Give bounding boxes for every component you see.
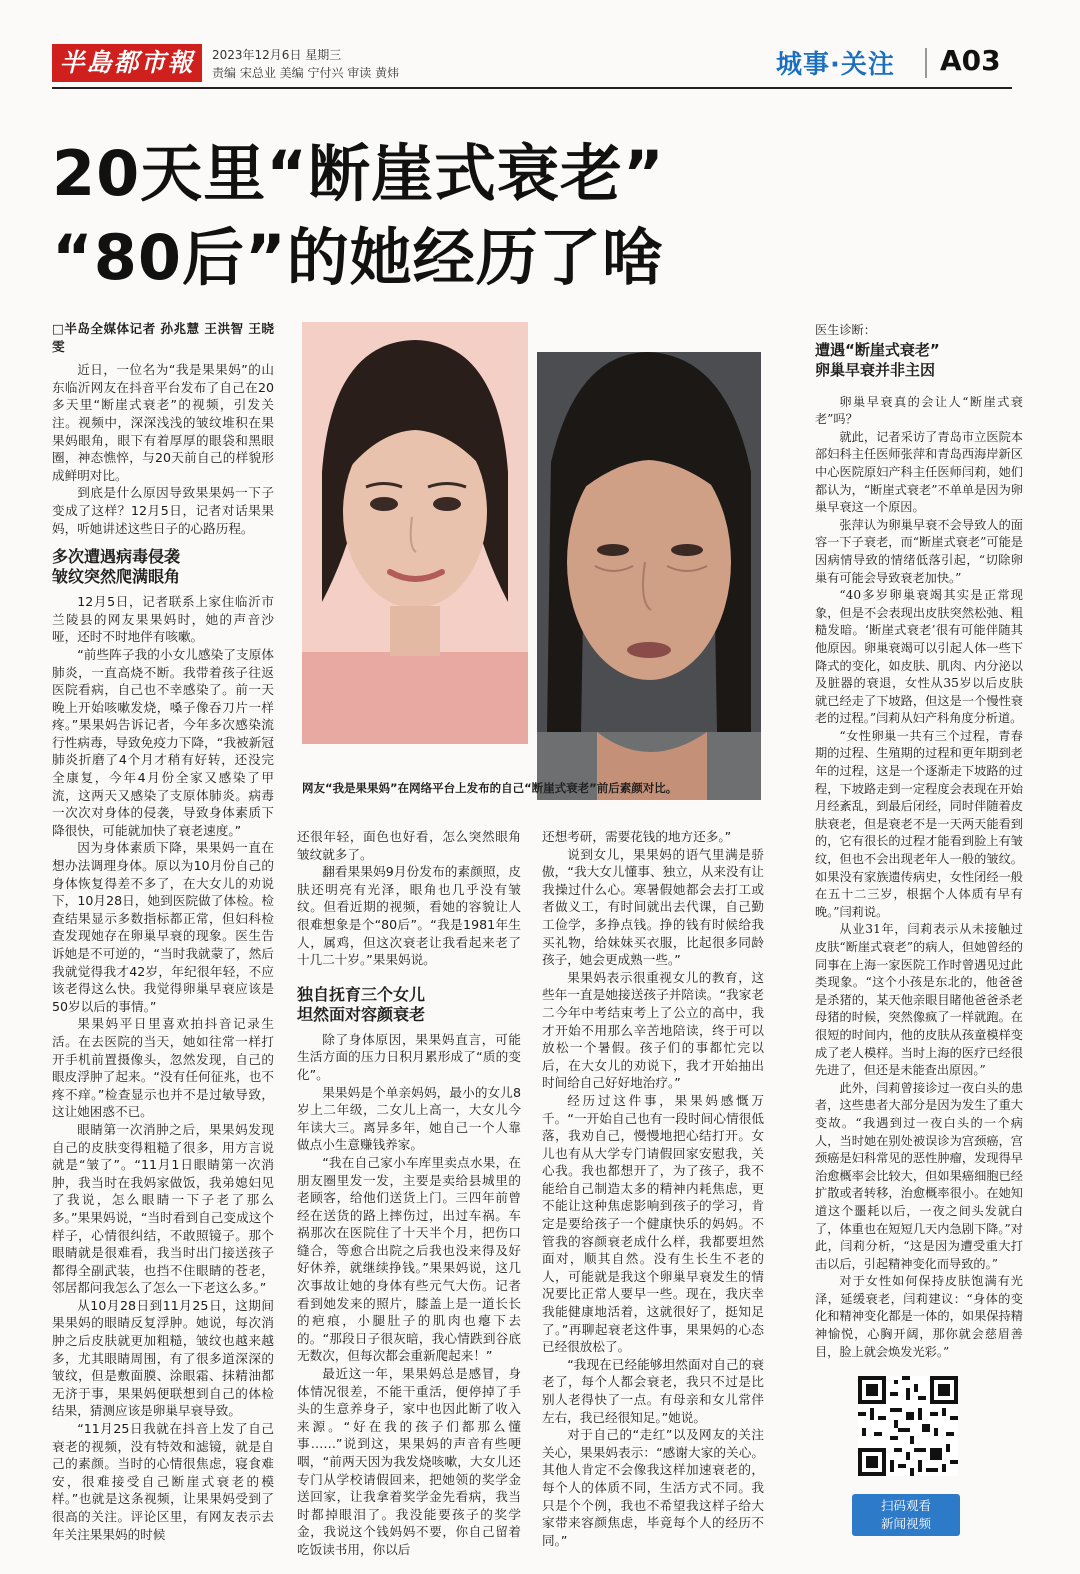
subheading-line: 多次遭遇病毒侵袭	[52, 547, 181, 567]
paragraph: 从业31年，闫莉表示从未接触过皮肤“断崖式衰老”的病人，但她曾经的同事在上海一家医院工作时曾遇见过此类现象。“这个小孩是东北的，他爸爸是杀猪的，某天他亲眼目睹他爸爸杀老母猪的时候，突然像疯了一样就跑。在很短的时间内，他的皮肤从孩童模样变成了老人模样。当时上海的医疗已经很先进了，但还是未能查出原因。”	[815, 922, 1023, 1078]
doctor-diagnosis-label: 医生诊断：	[815, 323, 876, 337]
subheading-line: 卵巢早衰并非主因	[815, 360, 936, 379]
after-face-illustration	[537, 352, 761, 800]
paragraph: 经历过这件事，果果妈感慨万千。“一开始自己也有一段时间心情很低落，我劝自己，慢慢地把心结打开。女儿也有从大学专门请假回家安慰我，关心我。我也都想开了，为了孩子，我不能给自己制造太多的精神内耗焦虑，更不能让这种焦虑影响到孩子的学习，肯定是要给孩子一个健康快乐的妈妈。不管我的容颜衰老成什么样，我都要坦然面对，顺其自然。没有生长生不老的人，可能就是我这个卵巢早衰发生的情况要比正常人要早一些。现在，我庆幸我能健康地活着，这就很好了，挺知足了。”再聊起衰老这件事，果果妈的心态已经很放松了。	[542, 1092, 764, 1355]
photo-caption: 网友“我是果果妈”在网络平台上发布的自己“断崖式衰老”前后素颜对比。	[302, 781, 678, 795]
paragraph: 到底是什么原因导致果果妈一下子变成了这样？12月5日，记者对话果果妈，听她讲述这些日子的心路历程。	[52, 485, 274, 536]
paragraph: 翻看果果妈9月份发布的素颜照，皮肤还明亮有光泽，眼角也几乎没有皱纹。但看近期的视频，看她的容貌让人很难想象是个“80后”。“我是1981年生人，属鸡，但这次衰老让我看起来老了十几二十岁。”果果妈说。	[297, 864, 521, 968]
paragraph: 还很年轻，面色也好看，怎么突然眼角皱纹就多了。	[297, 829, 521, 862]
section-separator	[925, 48, 927, 78]
issue-date: 2023年12月6日 星期三	[212, 48, 342, 62]
editor-credits: 责编 宋总业 美编 宁付兴 审读 黄炜	[212, 66, 400, 80]
paragraph: 张萍认为卵巢早衰不会导致人的面容一下子衰老，而“断崖式衰老”可能是因病情导致的情绪低落引起，“切除卵巢有可能会导致衰老加快。”	[815, 517, 1023, 585]
subheading-3	[815, 340, 1023, 380]
article-column-4	[815, 322, 1023, 1361]
before-face-illustration	[302, 322, 528, 744]
paragraph: “11月25日我就在抖音上发了自己衰老的视频，没有特效和滤镜，就是自己的素颜。当时的心情很焦虑，寝食难安，很难接受自己断崖式衰老的模样。”也就是这条视频，让果果妈受到了很高的关注。评论区里，有网友表示去年关注果果妈的时候	[52, 1421, 274, 1542]
paragraph: 果果妈平日里喜欢拍抖音记录生活。在去医院的当天，她如往常一样打开手机前置摄像头，忽然发现，自己的眼皮浮肿了起来。“没有任何征兆，也不疼不痒。”检查显示也并不是过敏导致，这让她困惑不已。	[52, 1016, 274, 1120]
subheading-line: 独自抚育三个女儿	[297, 984, 426, 1004]
headline-line-2: “80后”的她经历了啥	[52, 221, 665, 294]
paragraph: 此外，闫莉曾接诊过一夜白头的患者，这些患者大部分是因为发生了重大变故。“我遇到过一夜白头的一个病人，当时她在别处被误诊为宫颈癌，宫颈癌是妇科常见的恶性肿瘤，发现得早治愈概率会比较大，但如果癌细胞已经扩散或者转移，治愈概率很小。在她知道这个噩耗以后，一夜之间头发就白了，体重也在短短几天内急剧下降。”对此，闫莉分析，“这是因为遭受重大打击以后，引起精神变化而导致的。”	[815, 1080, 1023, 1271]
photo-comparison	[297, 322, 767, 822]
qr-scan-label[interactable]	[852, 1494, 960, 1536]
section-title: 城事·关注	[776, 50, 895, 80]
paragraph: 还想考研，需要花钱的地方还多。”	[542, 829, 732, 844]
header-rule	[52, 87, 1012, 89]
paragraph: 除了身体原因，果果妈直言，可能生活方面的压力日积月累形成了“质的变化”。	[297, 1031, 521, 1082]
headline-line-1: 20天里“断崖式衰老”	[52, 137, 665, 210]
paragraph: 果果妈是个单亲妈妈，最小的女儿8岁上二年级，二女儿上高一，大女儿今年读大三。离异多年，她自己一个人靠做点小生意赚钱养家。	[297, 1084, 521, 1153]
after-photo	[537, 352, 761, 800]
before-photo	[302, 322, 528, 744]
article-column-3	[542, 828, 764, 1549]
subheading-1	[52, 547, 274, 587]
qr-code-icon[interactable]	[858, 1376, 958, 1476]
qr-label-line: 扫码观看	[880, 1498, 931, 1513]
qr-code-pattern	[858, 1376, 958, 1476]
paragraph: 就此，记者采访了青岛市立医院本部妇科主任医师张萍和青岛西海岸新区中心医院原妇产科主任医师闫莉，她们都认为，“断崖式衰老”不单单是因为卵巢早衰这一个原因。	[815, 429, 1023, 515]
subheading-line: 皱纹突然爬满眼角	[52, 567, 181, 587]
paragraph: 从10月28日到11月25日，这期间果果妈的眼睛反复浮肿。她说，每次消肿之后皮肤就更加粗糙，皱纹也越来越多，尤其眼睛周围，有了很多道深深的皱纹，但是敷面膜、涂眼霜、抹精油都无济于事，果果妈便联想到自己的体检结果，猜测应该是卵巢早衰导致。	[52, 1297, 274, 1419]
article-column-2	[297, 828, 521, 1559]
masthead-logo: 半島都市報	[52, 44, 202, 82]
paragraph: “40多岁卵巢衰竭其实是正常现象，但是不会表现出皮肤突然松弛、粗糙发暗。‘断崖式衰老’很有可能伴随其他原因。卵巢衰竭可以引起人体一些下降式的变化，如皮肤、肌肉、内分泌以及脏器的衰退，女性从35岁以后皮肤就已经走了下坡路，但这是一个慢性衰老的过程。”闫莉从妇产科角度分析道。	[815, 588, 1023, 726]
paragraph: “我现在已经能够坦然面对自己的衰老了，每个人都会衰老，我只不过是比别人老得快了一点。有母亲和女儿常伴左右，我已经很知足。”她说。	[542, 1356, 764, 1425]
paragraph: 眼睛第一次消肿之后，果果妈发现自己的皮肤变得粗糙了很多，用方言说就是“皱了”。“11月1日眼睛第一次消肿，我当时在我妈家做饭，我弟媳妇见了我说，怎么眼睛一下子老了那么多。”果果妈说，“当时看到自己变成这个样子，心情很纠结，不敢照镜子。那个眼睛就是很难看，我当时出门接送孩子都得全副武装，也挡不住眼睛的苍老，邻居都问我怎么了怎么一下老这么多。”	[52, 1121, 274, 1296]
paragraph: “前些阵子我的小女儿感染了支原体肺炎，一直高烧不断。我带着孩子往返医院看病，自己也不幸感染了。前一天晚上开始咳嗽发烧，嗓子像吞刀片一样疼。”果果妈告诉记者，今年多次感染流行性病毒，导致免疫力下降，“我被新冠肺炎折磨了4个月才稍有好转，还没完全康复，今年4月份全家又感染了甲流，这两天又感染了支原体肺炎。病毒一次次对身体的侵袭，导致身体素质下降很快，可能就加快了衰老速度。”	[52, 646, 274, 838]
subheading-line: 遭遇“断崖式衰老”	[815, 340, 940, 359]
byline: □半岛全媒体记者 孙兆慧 王洪智 王晓雯	[52, 321, 274, 354]
qr-label-line: 新闻视频	[880, 1516, 931, 1531]
paragraph: 近日，一位名为“我是果果妈”的山东临沂网友在抖音平台发布了自己在20多天里“断崖式衰老”的视频，引发关注。视频中，深深浅浅的皱纹堆积在果果妈眼角，眼下有着厚厚的眼袋和黑眼圈，神态憔悴，与20天前自己的样貌形成鲜明对比。	[52, 362, 274, 483]
page-number: A03	[940, 44, 1001, 77]
article-column-1	[52, 320, 274, 1543]
subheading-line: 坦然面对容颜衰老	[297, 1004, 426, 1024]
paragraph: 说到女儿，果果妈的语气里满是骄傲，“我大女儿懂事、独立，从来没有让我操过什么心。寒暑假她都会去打工或者做义工，有时间就出去代课，自己勤工俭学，多挣点钱。挣的钱有时候给我买礼物，给妹妹买衣服，比起很多同龄孩子，她会更成熟一些。”	[542, 846, 764, 968]
paragraph: 12月5日，记者联系上家住临沂市兰陵县的网友果果妈时，她的声音沙哑，还时不时地伴有咳嗽。	[52, 594, 274, 645]
paragraph: “女性卵巢一共有三个过程，青春期的过程、生殖期的过程和更年期到老年的过程，这是一个逐渐走下坡路的过程，下坡路走到一定程度会表现在开始月经紊乱，到最后闭经，同时伴随着皮肤衰老，但是衰老不是一天两天能看到的，它有很长的过程才能看到脸上有皱纹，但也不会出现老年人一般的皱纹。如果没有家族遗传病史，女性闭经一般在五十二三岁，根据个人体质有早有晚。”闫莉说。	[815, 728, 1023, 919]
paragraph: 果果妈表示很重视女儿的教育，这些年一直是她接送孩子并陪读。“我家老二今年中考结束考上了公立的高中，我才开始不用那么辛苦地陪读，终于可以放松一个暑假。孩子们的事都忙完以后，在大女儿的劝说下，我才开始抽出时间给自己好好地治疗。”	[542, 969, 764, 1091]
paragraph: 对于自己的“走红”以及网友的关注关心，果果妈表示：“感谢大家的关心。其他人肯定不会像我这样加速衰老的，每个人的体质不同，生活方式不同。我只是个个例，我也不希望我这样子给大家带来容颜焦虑，毕竟每个人的经历不同。”	[542, 1427, 764, 1548]
paragraph: 卵巢早衰真的会让人“断崖式衰老”吗？	[815, 394, 1023, 427]
paragraph: 因为身体素质下降，果果妈一直在想办法调理身体。原以为10月份自己的身体恢复得差不多了，在大女儿的劝说下，10月28日，她到医院做了体检。检查结果显示多数指标都正常，但妇科检查发现她存在卵巢早衰的现象。医生告诉她是不可逆的，“当时我就蒙了，然后我就觉得我才42岁，年纪很年轻，不应该老得这么快。我觉得卵巢早衰应该是50岁以后的事情。”	[52, 840, 274, 1014]
paragraph: 对于女性如何保持皮肤饱满有光泽，延缓衰老，闫莉建议：“身体的变化和精神变化都是一体的，如果保持精神愉悦，心胸开阔，那你就会慈眉善目，脸上就会焕发光彩。”	[815, 1274, 1023, 1359]
paragraph: 最近这一年，果果妈总是感冒，身体情况很差，不能干重活，便停掉了手头的生意养身子，家中也因此断了收入来源。“好在我的孩子们都那么懂事……”说到这，果果妈的声音有些哽咽，“前两天因为我发烧咳嗽，大女儿还专门从学校请假回来，把她领的奖学金送回家，让我拿着奖学金先看病，我当时都掉眼泪了。我没能要孩子的奖学金，我说这个钱妈妈不要，你自己留着吃饭读书用，你以后	[297, 1366, 521, 1557]
paragraph: “我在自己家小车库里卖点水果，在朋友圈里发一发，主要是卖给县城里的老顾客，给他们送货上门。三四年前曾经在送货的路上摔伤过，出过车祸。车祸那次在医院住了十天半个月，把伤口缝合，等愈合出院之后我也没来得及好好休养，就继续挣钱。”果果妈说，这几次事故让她的身体有些元气大伤。记者看到她发来的照片，膝盖上是一道长长的疤痕，小腿肚子的肌肉也瘪下去的。“那段日子很灰暗，我心情跌到谷底无数次，但每次都会重新爬起来！”	[297, 1154, 521, 1364]
subheading-2	[297, 985, 521, 1025]
